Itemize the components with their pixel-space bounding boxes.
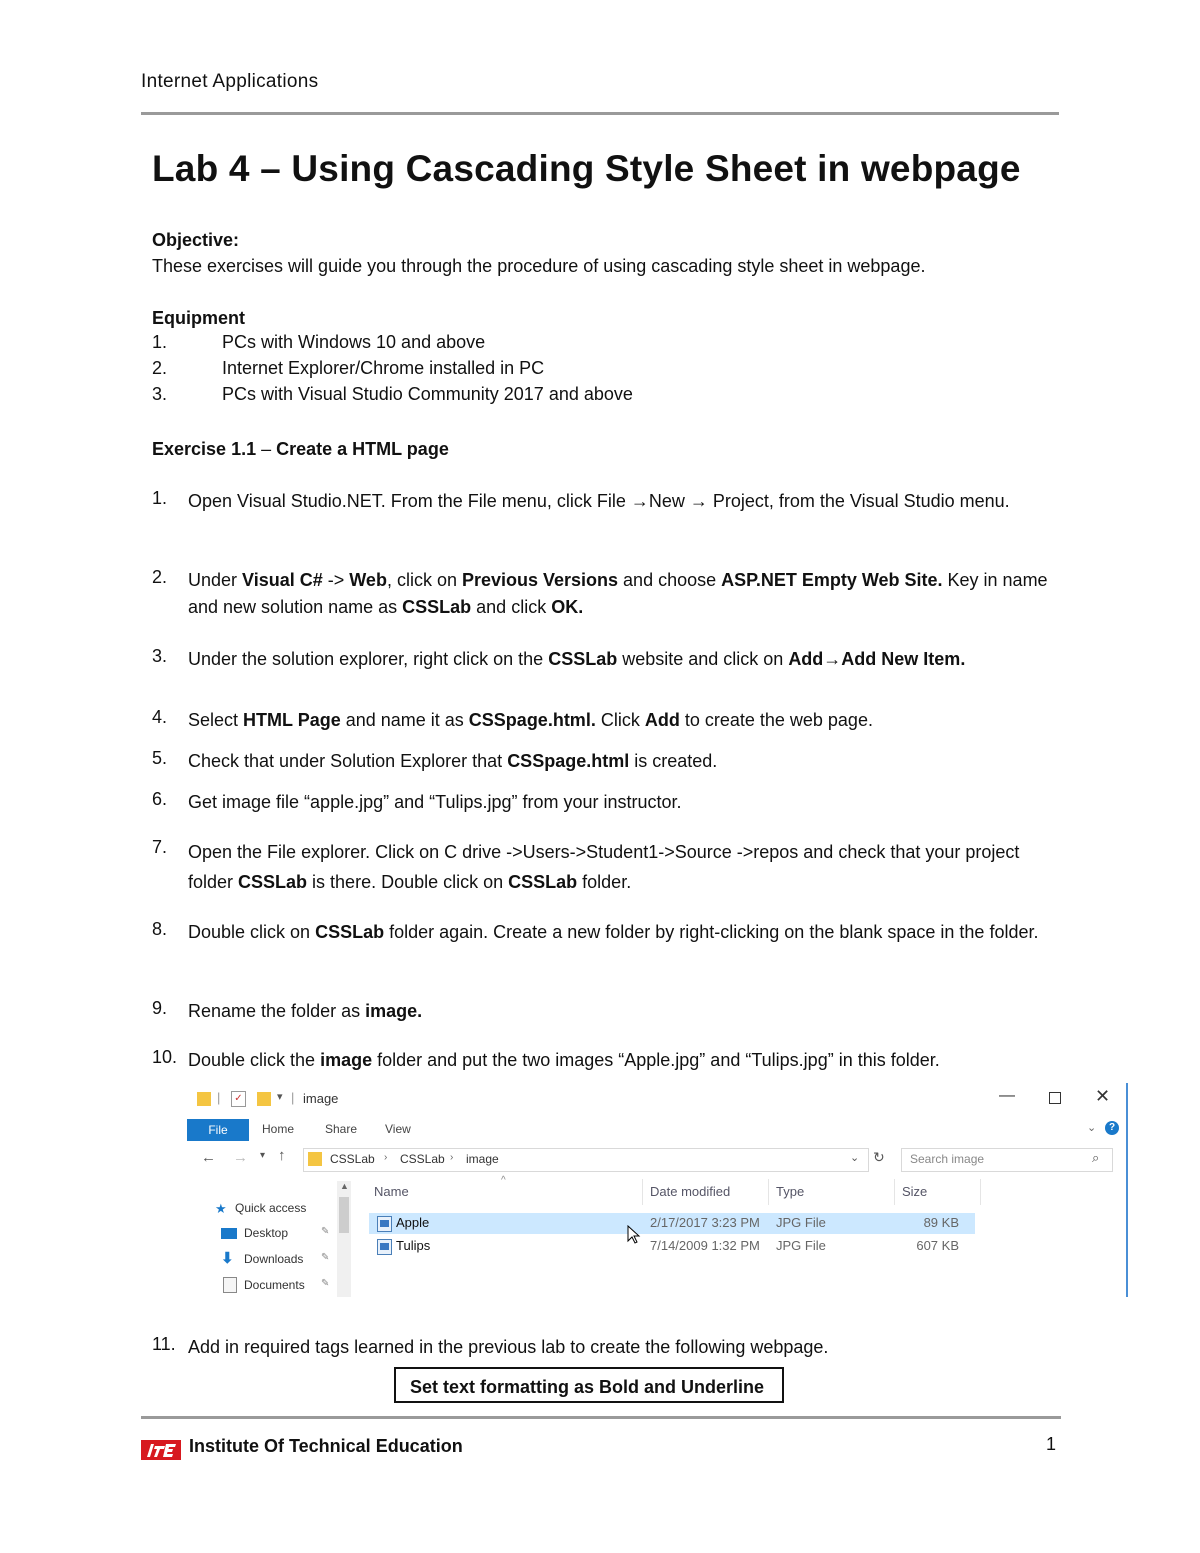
step-4-text xyxy=(188,707,1058,734)
text-run: Check that under Solution Explorer that xyxy=(188,751,508,771)
file-type: JPG File xyxy=(776,1238,826,1253)
column-header-type[interactable]: Type xyxy=(776,1184,805,1199)
step-number: 11. xyxy=(152,1334,176,1354)
step-number: 7. xyxy=(152,837,168,857)
file-type: JPG File xyxy=(776,1215,826,1230)
bold-run: CSSLab xyxy=(238,872,308,892)
text-run: Open the File explorer. Click on C drive ->Users->Student1->Source ->repos and check that your project folder xyxy=(188,842,1020,892)
chevron-right-icon[interactable]: › xyxy=(384,1152,388,1163)
separator-glyph: | xyxy=(291,1090,295,1105)
column-divider[interactable] xyxy=(980,1179,981,1205)
breadcrumb-segment[interactable]: CSSLab xyxy=(330,1152,375,1166)
nav-item-documents[interactable]: Documents xyxy=(244,1278,305,1292)
equipment-item: PCs with Windows 10 and above xyxy=(222,332,486,352)
step-number: 4. xyxy=(152,707,168,727)
ribbon-tabs xyxy=(187,1119,1117,1141)
step-2-text xyxy=(188,567,1058,621)
exercise-heading xyxy=(152,436,449,463)
recent-locations-icon[interactable]: ▾ xyxy=(260,1150,266,1161)
column-divider[interactable] xyxy=(894,1179,895,1205)
footer-rule xyxy=(141,1416,1061,1419)
text-run: Rename the folder as xyxy=(188,1001,366,1021)
scrollbar-thumb[interactable] xyxy=(339,1197,349,1233)
separator-glyph: | xyxy=(217,1090,221,1105)
window-title: image xyxy=(303,1091,339,1106)
address-bar[interactable] xyxy=(303,1148,869,1172)
text-run: folder again. Create a new folder by right-clicking on the blank space in the folder. xyxy=(384,922,1039,942)
file-row-apple[interactable] xyxy=(369,1213,975,1234)
bold-run: image. xyxy=(365,1001,423,1021)
close-icon[interactable]: ✕ xyxy=(1095,1086,1111,1106)
file-name[interactable]: Tulips xyxy=(396,1238,431,1253)
explorer-titlebar xyxy=(187,1086,1117,1113)
folder-icon xyxy=(197,1092,211,1106)
file-date: 2/17/2017 3:23 PM xyxy=(650,1215,760,1230)
step-8-text xyxy=(188,919,1058,946)
file-date: 7/14/2009 1:32 PM xyxy=(650,1238,760,1253)
bold-run: CSSLab xyxy=(402,597,472,617)
bold-run: CSSpage.html xyxy=(507,751,630,771)
pin-icon[interactable]: ✎ xyxy=(321,1226,330,1237)
minimize-icon[interactable]: — xyxy=(999,1087,1015,1104)
chevron-down-icon[interactable]: ⌄ xyxy=(850,1152,860,1164)
step-number: 8. xyxy=(152,919,168,939)
chevron-right-icon[interactable]: › xyxy=(450,1152,454,1163)
pin-icon[interactable]: ✎ xyxy=(321,1278,330,1289)
ite-logo xyxy=(141,1426,181,1460)
properties-icon[interactable]: ✓ xyxy=(231,1091,246,1107)
bold-run: Visual C# xyxy=(242,570,323,590)
text-run: , click on xyxy=(386,570,462,590)
equipment-number: 3. xyxy=(152,384,168,404)
file-explorer-screenshot xyxy=(187,1083,1128,1297)
step-1-text: Open Visual Studio.NET. From the File menu, click File →New → Project, from the Visual Studio menu. xyxy=(188,491,1010,511)
new-folder-icon[interactable] xyxy=(257,1092,271,1106)
forward-arrow-icon[interactable]: → xyxy=(233,1149,248,1166)
objective-text: These exercises will guide you through the procedure of using cascading style sheet in webpage. xyxy=(152,256,926,276)
step-3-text xyxy=(188,646,1058,673)
search-icon[interactable]: ⌕ xyxy=(1092,1150,1100,1165)
bold-run: Web xyxy=(349,570,387,590)
bold-run: HTML Page xyxy=(243,710,341,730)
callout-box: Set text formatting as Bold and Underline xyxy=(394,1367,784,1403)
file-size: 607 KB xyxy=(916,1238,959,1253)
up-arrow-icon[interactable]: ↑ xyxy=(278,1147,286,1164)
image-file-icon xyxy=(377,1239,392,1255)
step-6-text: Get image file “apple.jpg” and “Tulips.jpg” from your instructor. xyxy=(188,792,682,812)
text-run: is there. Double click on xyxy=(307,872,509,892)
nav-item-quick-access[interactable]: Quick access xyxy=(235,1201,307,1215)
running-header: Internet Applications xyxy=(141,71,319,92)
step-10-text xyxy=(188,1047,1058,1074)
window-border xyxy=(1126,1083,1128,1297)
text-run: and choose xyxy=(618,570,722,590)
bold-run: ASP.NET Empty Web Site. xyxy=(721,570,943,590)
text-run: -> xyxy=(322,570,350,590)
text-run: Double click on xyxy=(188,922,316,942)
objective-heading: Objective: xyxy=(152,230,240,250)
column-divider[interactable] xyxy=(768,1179,769,1205)
navigation-pane xyxy=(187,1183,352,1297)
search-placeholder: Search image xyxy=(910,1152,985,1166)
step-number: 10. xyxy=(152,1047,178,1067)
help-icon[interactable]: ? xyxy=(1105,1121,1119,1135)
step-number: 9. xyxy=(152,998,168,1018)
step-7-text xyxy=(188,837,1058,897)
image-file-icon xyxy=(377,1216,392,1232)
bold-run: OK. xyxy=(551,597,584,617)
file-name[interactable]: Apple xyxy=(396,1215,430,1230)
download-arrow-icon: ⬇ xyxy=(221,1250,234,1267)
text-run: Under xyxy=(188,570,243,590)
text-run: is created. xyxy=(629,751,718,771)
text-run: folder and put the two images “Apple.jpg” and “Tulips.jpg” in this folder. xyxy=(372,1050,940,1070)
customize-toolbar-icon[interactable]: ▾ xyxy=(277,1091,283,1103)
text-run: Key in name and new solution name as xyxy=(188,570,1048,617)
step-5-text xyxy=(188,748,1058,775)
folder-icon xyxy=(308,1152,322,1166)
pin-icon[interactable]: ✎ xyxy=(321,1252,330,1263)
institute-name: Institute Of Technical Education xyxy=(189,1436,463,1456)
file-row-tulips[interactable] xyxy=(369,1236,975,1257)
breadcrumb-segment[interactable]: image xyxy=(466,1152,499,1166)
bold-run: CSSLab xyxy=(508,872,578,892)
tab-file[interactable]: File xyxy=(187,1119,249,1141)
page-title: Lab 4 – Using Cascading Style Sheet in webpage xyxy=(152,148,1021,189)
bold-run: Add→Add New Item. xyxy=(788,649,966,669)
expand-ribbon-icon[interactable]: ⌄ xyxy=(1087,1122,1097,1134)
breadcrumb-segment[interactable]: CSSLab xyxy=(400,1152,445,1166)
tab-view[interactable]: View xyxy=(385,1122,411,1136)
step-number: 6. xyxy=(152,789,168,809)
star-icon: ★ xyxy=(215,1201,227,1216)
step-9-text xyxy=(188,998,1058,1025)
column-header-size[interactable]: Size xyxy=(902,1184,928,1199)
column-header-name[interactable]: Name xyxy=(374,1184,409,1199)
bold-run: CSSLab xyxy=(548,649,618,669)
navigation-scrollbar[interactable] xyxy=(337,1181,351,1297)
exercise-heading-title: Create a HTML page xyxy=(276,439,449,459)
column-header-date[interactable]: Date modified xyxy=(650,1184,731,1199)
text-run: Double click the xyxy=(188,1050,321,1070)
bold-run: CSSLab xyxy=(315,922,385,942)
text-run: folder. xyxy=(577,872,632,892)
back-arrow-icon[interactable]: ← xyxy=(201,1149,216,1166)
text-run: Click xyxy=(595,710,645,730)
equipment-number: 2. xyxy=(152,358,168,378)
tab-home[interactable]: Home xyxy=(262,1122,295,1136)
document-icon xyxy=(223,1277,237,1293)
sort-ascending-icon: ^ xyxy=(501,1175,506,1186)
text-run: Under the solution explorer, right click on the xyxy=(188,649,549,669)
equipment-number: 1. xyxy=(152,332,168,352)
text-run: and click xyxy=(471,597,552,617)
bold-run: image xyxy=(320,1050,373,1070)
step-number: 2. xyxy=(152,567,168,587)
page-number: 1 xyxy=(1046,1434,1057,1454)
maximize-icon[interactable] xyxy=(1049,1092,1061,1104)
equipment-item: PCs with Visual Studio Community 2017 and above xyxy=(222,384,633,404)
bold-run: Previous Versions xyxy=(461,570,619,590)
text-run: and name it as xyxy=(340,710,469,730)
desktop-icon xyxy=(221,1228,237,1239)
column-divider[interactable] xyxy=(642,1179,643,1205)
bold-run: CSSpage.html. xyxy=(468,710,596,730)
search-input[interactable] xyxy=(901,1148,1113,1172)
step-number: 1. xyxy=(152,488,168,508)
text-run: Select xyxy=(188,710,244,730)
step-number: 5. xyxy=(152,748,168,768)
equipment-heading: Equipment xyxy=(152,308,245,328)
scroll-up-icon[interactable]: ▲ xyxy=(340,1181,349,1191)
text-run: website and click on xyxy=(617,649,789,669)
tab-share[interactable]: Share xyxy=(325,1122,358,1136)
bold-run: Add xyxy=(644,710,680,730)
nav-item-downloads[interactable]: Downloads xyxy=(244,1252,304,1266)
exercise-heading-number: Exercise 1.1 xyxy=(152,439,257,459)
step-11-text: Add in required tags learned in the previous lab to create the following webpage. xyxy=(188,1337,829,1357)
exercise-heading-dash: – xyxy=(256,439,277,459)
refresh-icon[interactable]: ↻ xyxy=(873,1149,885,1165)
header-rule xyxy=(141,112,1059,115)
file-size: 89 KB xyxy=(923,1215,959,1230)
nav-item-desktop[interactable]: Desktop xyxy=(244,1226,289,1240)
text-run: to create the web page. xyxy=(679,710,873,730)
mouse-cursor-icon xyxy=(627,1225,641,1245)
step-number: 3. xyxy=(152,646,168,666)
equipment-item: Internet Explorer/Chrome installed in PC xyxy=(222,358,545,378)
